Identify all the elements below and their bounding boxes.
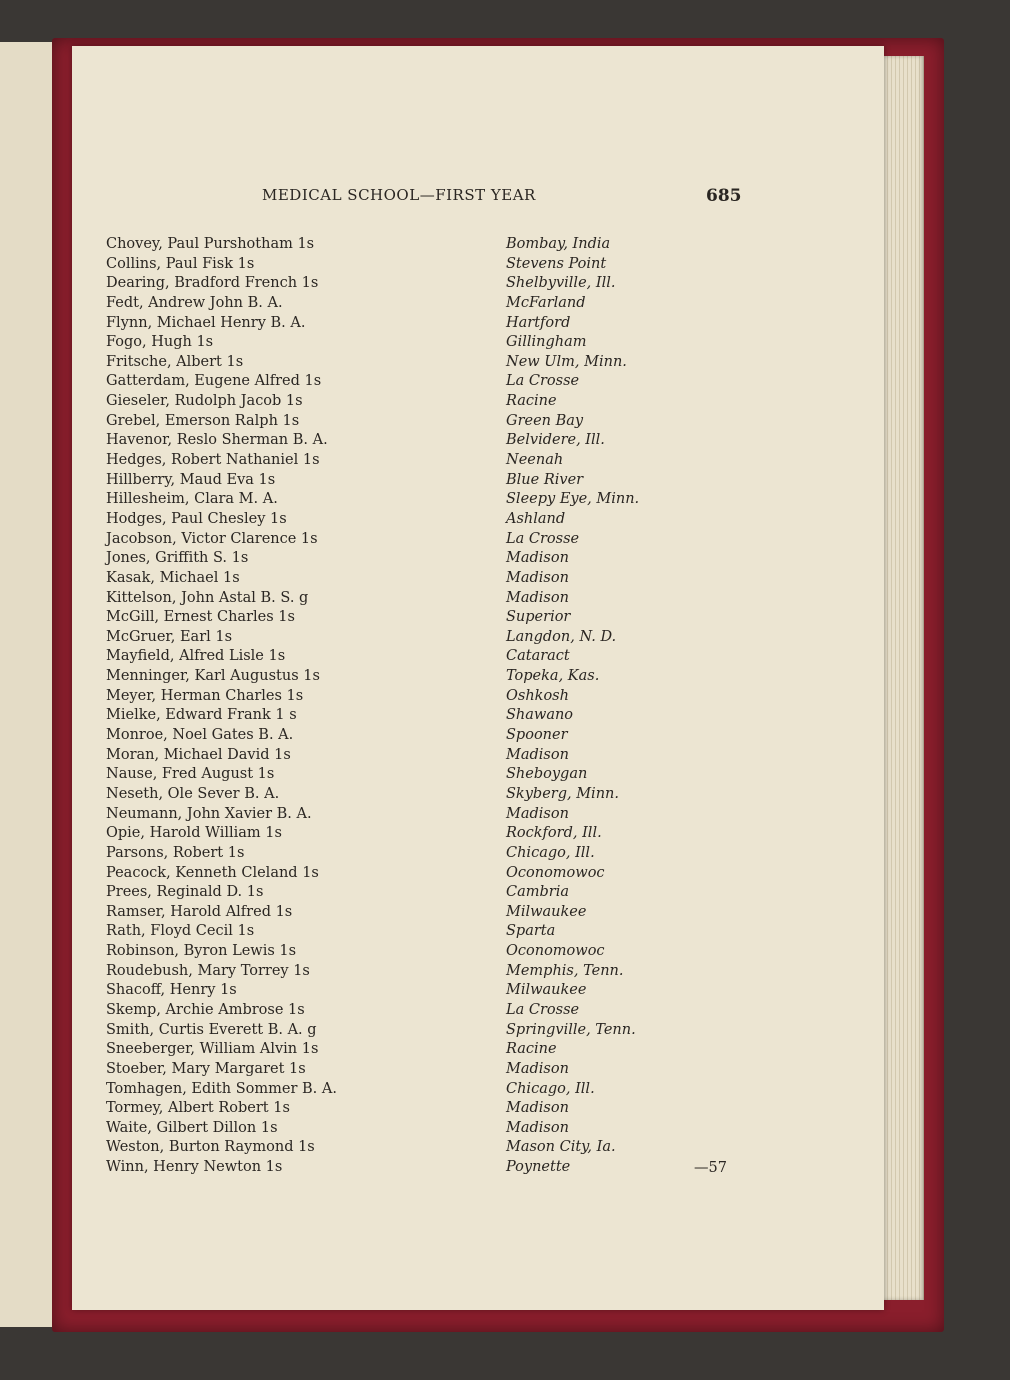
student-row xyxy=(106,570,746,590)
student-name: Menninger, Karl Augustus 1s xyxy=(106,668,320,685)
student-row xyxy=(106,315,746,335)
student-name: Kasak, Michael 1s xyxy=(106,569,240,586)
student-name: Collins, Paul Fisk 1s xyxy=(106,255,255,272)
student-hometown: New Ulm, Minn. xyxy=(506,353,627,370)
student-hometown: Sparta xyxy=(506,923,556,940)
page-number: 685 xyxy=(706,186,742,206)
student-name: Winn, Henry Newton 1s xyxy=(106,1159,283,1176)
student-name: Waite, Gilbert Dillon 1s xyxy=(106,1119,278,1136)
student-row xyxy=(106,845,746,865)
student-row xyxy=(106,1139,746,1159)
student-row xyxy=(106,727,746,747)
student-row xyxy=(106,963,746,983)
student-name: Fritsche, Albert 1s xyxy=(106,353,244,370)
student-hometown: Superior xyxy=(506,609,571,626)
student-hometown: Green Bay xyxy=(506,412,584,429)
student-name: Hedges, Robert Nathaniel 1s xyxy=(106,452,320,469)
student-row xyxy=(106,452,746,472)
student-hometown: Sheboygan xyxy=(506,766,588,783)
student-row xyxy=(106,1081,746,1101)
student-hometown: Stevens Point xyxy=(506,255,607,272)
student-row xyxy=(106,275,746,295)
page-edges xyxy=(884,56,924,1300)
student-row xyxy=(106,511,746,531)
student-row xyxy=(106,1041,746,1061)
student-name: Tomhagen, Edith Sommer B. A. xyxy=(106,1080,337,1097)
student-hometown: Bombay, India xyxy=(506,236,611,252)
student-name: Opie, Harold William 1s xyxy=(106,825,282,842)
student-row xyxy=(106,884,746,904)
student-name: Kittelson, John Astal B. S. g xyxy=(106,589,309,606)
student-row xyxy=(106,629,746,649)
student-name: Roudebush, Mary Torrey 1s xyxy=(106,962,310,979)
student-hometown: Hartford xyxy=(506,314,571,331)
student-hometown: La Crosse xyxy=(506,373,580,390)
student-hometown: Madison xyxy=(506,1060,569,1077)
student-name: Meyer, Herman Charles 1s xyxy=(106,687,304,704)
student-hometown: Mason City, Ia. xyxy=(506,1139,616,1156)
student-hometown: Belvidere, Ill. xyxy=(506,432,605,449)
student-name: Skemp, Archie Ambrose 1s xyxy=(106,1001,305,1018)
student-name: Dearing, Bradford French 1s xyxy=(106,275,319,292)
student-row xyxy=(106,923,746,943)
student-hometown: Madison xyxy=(506,805,569,822)
student-name: Peacock, Kenneth Cleland 1s xyxy=(106,864,319,881)
student-row xyxy=(106,550,746,570)
student-hometown: Madison xyxy=(506,569,569,586)
student-hometown: Skyberg, Minn. xyxy=(506,785,619,802)
student-hometown: McFarland xyxy=(506,294,586,311)
student-hometown: Racine xyxy=(506,393,557,410)
student-name: Ramser, Harold Alfred 1s xyxy=(106,903,293,920)
student-name: Weston, Burton Raymond 1s xyxy=(106,1139,315,1156)
student-row xyxy=(106,491,746,511)
student-row xyxy=(106,334,746,354)
student-name: Grebel, Emerson Ralph 1s xyxy=(106,412,300,429)
student-count: —57 xyxy=(694,1160,727,1176)
student-row xyxy=(106,373,746,393)
student-hometown: Ashland xyxy=(506,510,566,527)
student-row xyxy=(106,432,746,452)
student-hometown: Madison xyxy=(506,1119,569,1136)
student-hometown: Milwaukee xyxy=(506,903,587,920)
student-name: Shacoff, Henry 1s xyxy=(106,982,237,999)
student-name: Hillesheim, Clara M. A. xyxy=(106,491,278,508)
student-name: Mayfield, Alfred Lisle 1s xyxy=(106,648,286,665)
student-name: Jones, Griffith S. 1s xyxy=(106,550,249,567)
student-row xyxy=(106,747,746,767)
student-row xyxy=(106,1022,746,1042)
student-name: Tormey, Albert Robert 1s xyxy=(106,1100,290,1117)
student-hometown: La Crosse xyxy=(506,1001,580,1018)
student-row xyxy=(106,825,746,845)
student-name: Neseth, Ole Sever B. A. xyxy=(106,785,280,802)
student-row xyxy=(106,943,746,963)
student-name: Havenor, Reslo Sherman B. A. xyxy=(106,432,328,449)
student-name: Parsons, Robert 1s xyxy=(106,844,245,861)
student-name: McGill, Ernest Charles 1s xyxy=(106,609,295,626)
student-hometown: Springville, Tenn. xyxy=(506,1021,636,1038)
student-name: Sneeberger, William Alvin 1s xyxy=(106,1041,319,1058)
student-name: Jacobson, Victor Clarence 1s xyxy=(106,530,318,547)
student-name: Rath, Floyd Cecil 1s xyxy=(106,923,255,940)
student-hometown: Neenah xyxy=(506,452,564,469)
facing-page-edge xyxy=(0,42,54,1327)
student-row xyxy=(106,865,746,885)
student-hometown: Sleepy Eye, Minn. xyxy=(506,491,640,508)
student-hometown: Madison xyxy=(506,746,569,763)
student-name: Mielke, Edward Frank 1 s xyxy=(106,707,297,724)
student-hometown: La Crosse xyxy=(506,530,580,547)
student-name: Robinson, Byron Lewis 1s xyxy=(106,943,297,960)
student-row xyxy=(106,786,746,806)
student-name: McGruer, Earl 1s xyxy=(106,628,233,645)
student-hometown: Cataract xyxy=(506,648,570,665)
student-hometown: Madison xyxy=(506,1100,569,1117)
student-hometown: Spooner xyxy=(506,727,568,744)
student-row xyxy=(106,354,746,374)
student-hometown: Blue River xyxy=(506,471,584,488)
student-hometown: Oshkosh xyxy=(506,687,569,704)
student-name: Prees, Reginald D. 1s xyxy=(106,884,264,901)
student-name: Fogo, Hugh 1s xyxy=(106,334,214,351)
student-row xyxy=(106,393,746,413)
student-row xyxy=(106,904,746,924)
student-row xyxy=(106,413,746,433)
student-row xyxy=(106,590,746,610)
student-list xyxy=(106,236,746,1179)
student-hometown: Shawano xyxy=(506,707,574,724)
student-row xyxy=(106,1061,746,1081)
student-hometown: Poynette xyxy=(506,1159,571,1176)
student-name: Smith, Curtis Everett B. A. g xyxy=(106,1021,317,1038)
student-row xyxy=(106,688,746,708)
student-name: Chovey, Paul Purshotham 1s xyxy=(106,236,315,252)
student-row xyxy=(106,609,746,629)
student-name: Moran, Michael David 1s xyxy=(106,746,291,763)
student-name: Hillberry, Maud Eva 1s xyxy=(106,471,276,488)
student-row xyxy=(106,256,746,276)
student-hometown: Rockford, Ill. xyxy=(506,825,602,842)
student-hometown: Oconomowoc xyxy=(506,943,605,960)
student-row xyxy=(106,668,746,688)
student-hometown: Milwaukee xyxy=(506,982,587,999)
student-hometown: Memphis, Tenn. xyxy=(506,962,624,979)
student-name: Neumann, John Xavier B. A. xyxy=(106,805,312,822)
student-hometown: Oconomowoc xyxy=(506,864,605,881)
student-row xyxy=(106,295,746,315)
running-header: MEDICAL SCHOOL—FIRST YEAR xyxy=(262,186,536,204)
student-row xyxy=(106,1120,746,1140)
student-row xyxy=(106,1002,746,1022)
student-hometown: Gillingham xyxy=(506,334,587,351)
student-row xyxy=(106,1100,746,1120)
student-name: Fedt, Andrew John B. A. xyxy=(106,294,283,311)
student-name: Monroe, Noel Gates B. A. xyxy=(106,727,294,744)
student-hometown: Cambria xyxy=(506,884,569,901)
student-row xyxy=(106,236,746,256)
student-name: Stoeber, Mary Margaret 1s xyxy=(106,1060,306,1077)
student-name: Flynn, Michael Henry B. A. xyxy=(106,314,306,331)
student-hometown: Madison xyxy=(506,550,569,567)
student-hometown: Langdon, N. D. xyxy=(506,628,617,645)
student-row xyxy=(106,1159,746,1179)
student-hometown: Racine xyxy=(506,1041,557,1058)
student-name: Gatterdam, Eugene Alfred 1s xyxy=(106,373,322,390)
student-row xyxy=(106,531,746,551)
student-hometown: Shelbyville, Ill. xyxy=(506,275,616,292)
student-name: Gieseler, Rudolph Jacob 1s xyxy=(106,393,303,410)
student-hometown: Chicago, Ill. xyxy=(506,1080,595,1097)
student-row xyxy=(106,766,746,786)
student-row xyxy=(106,472,746,492)
student-hometown: Madison xyxy=(506,589,569,606)
student-row xyxy=(106,982,746,1002)
student-hometown: Chicago, Ill. xyxy=(506,844,595,861)
student-row xyxy=(106,707,746,727)
student-hometown: Topeka, Kas. xyxy=(506,668,600,685)
student-name: Nause, Fred August 1s xyxy=(106,766,275,783)
student-row xyxy=(106,806,746,826)
student-row xyxy=(106,648,746,668)
student-name: Hodges, Paul Chesley 1s xyxy=(106,510,287,527)
